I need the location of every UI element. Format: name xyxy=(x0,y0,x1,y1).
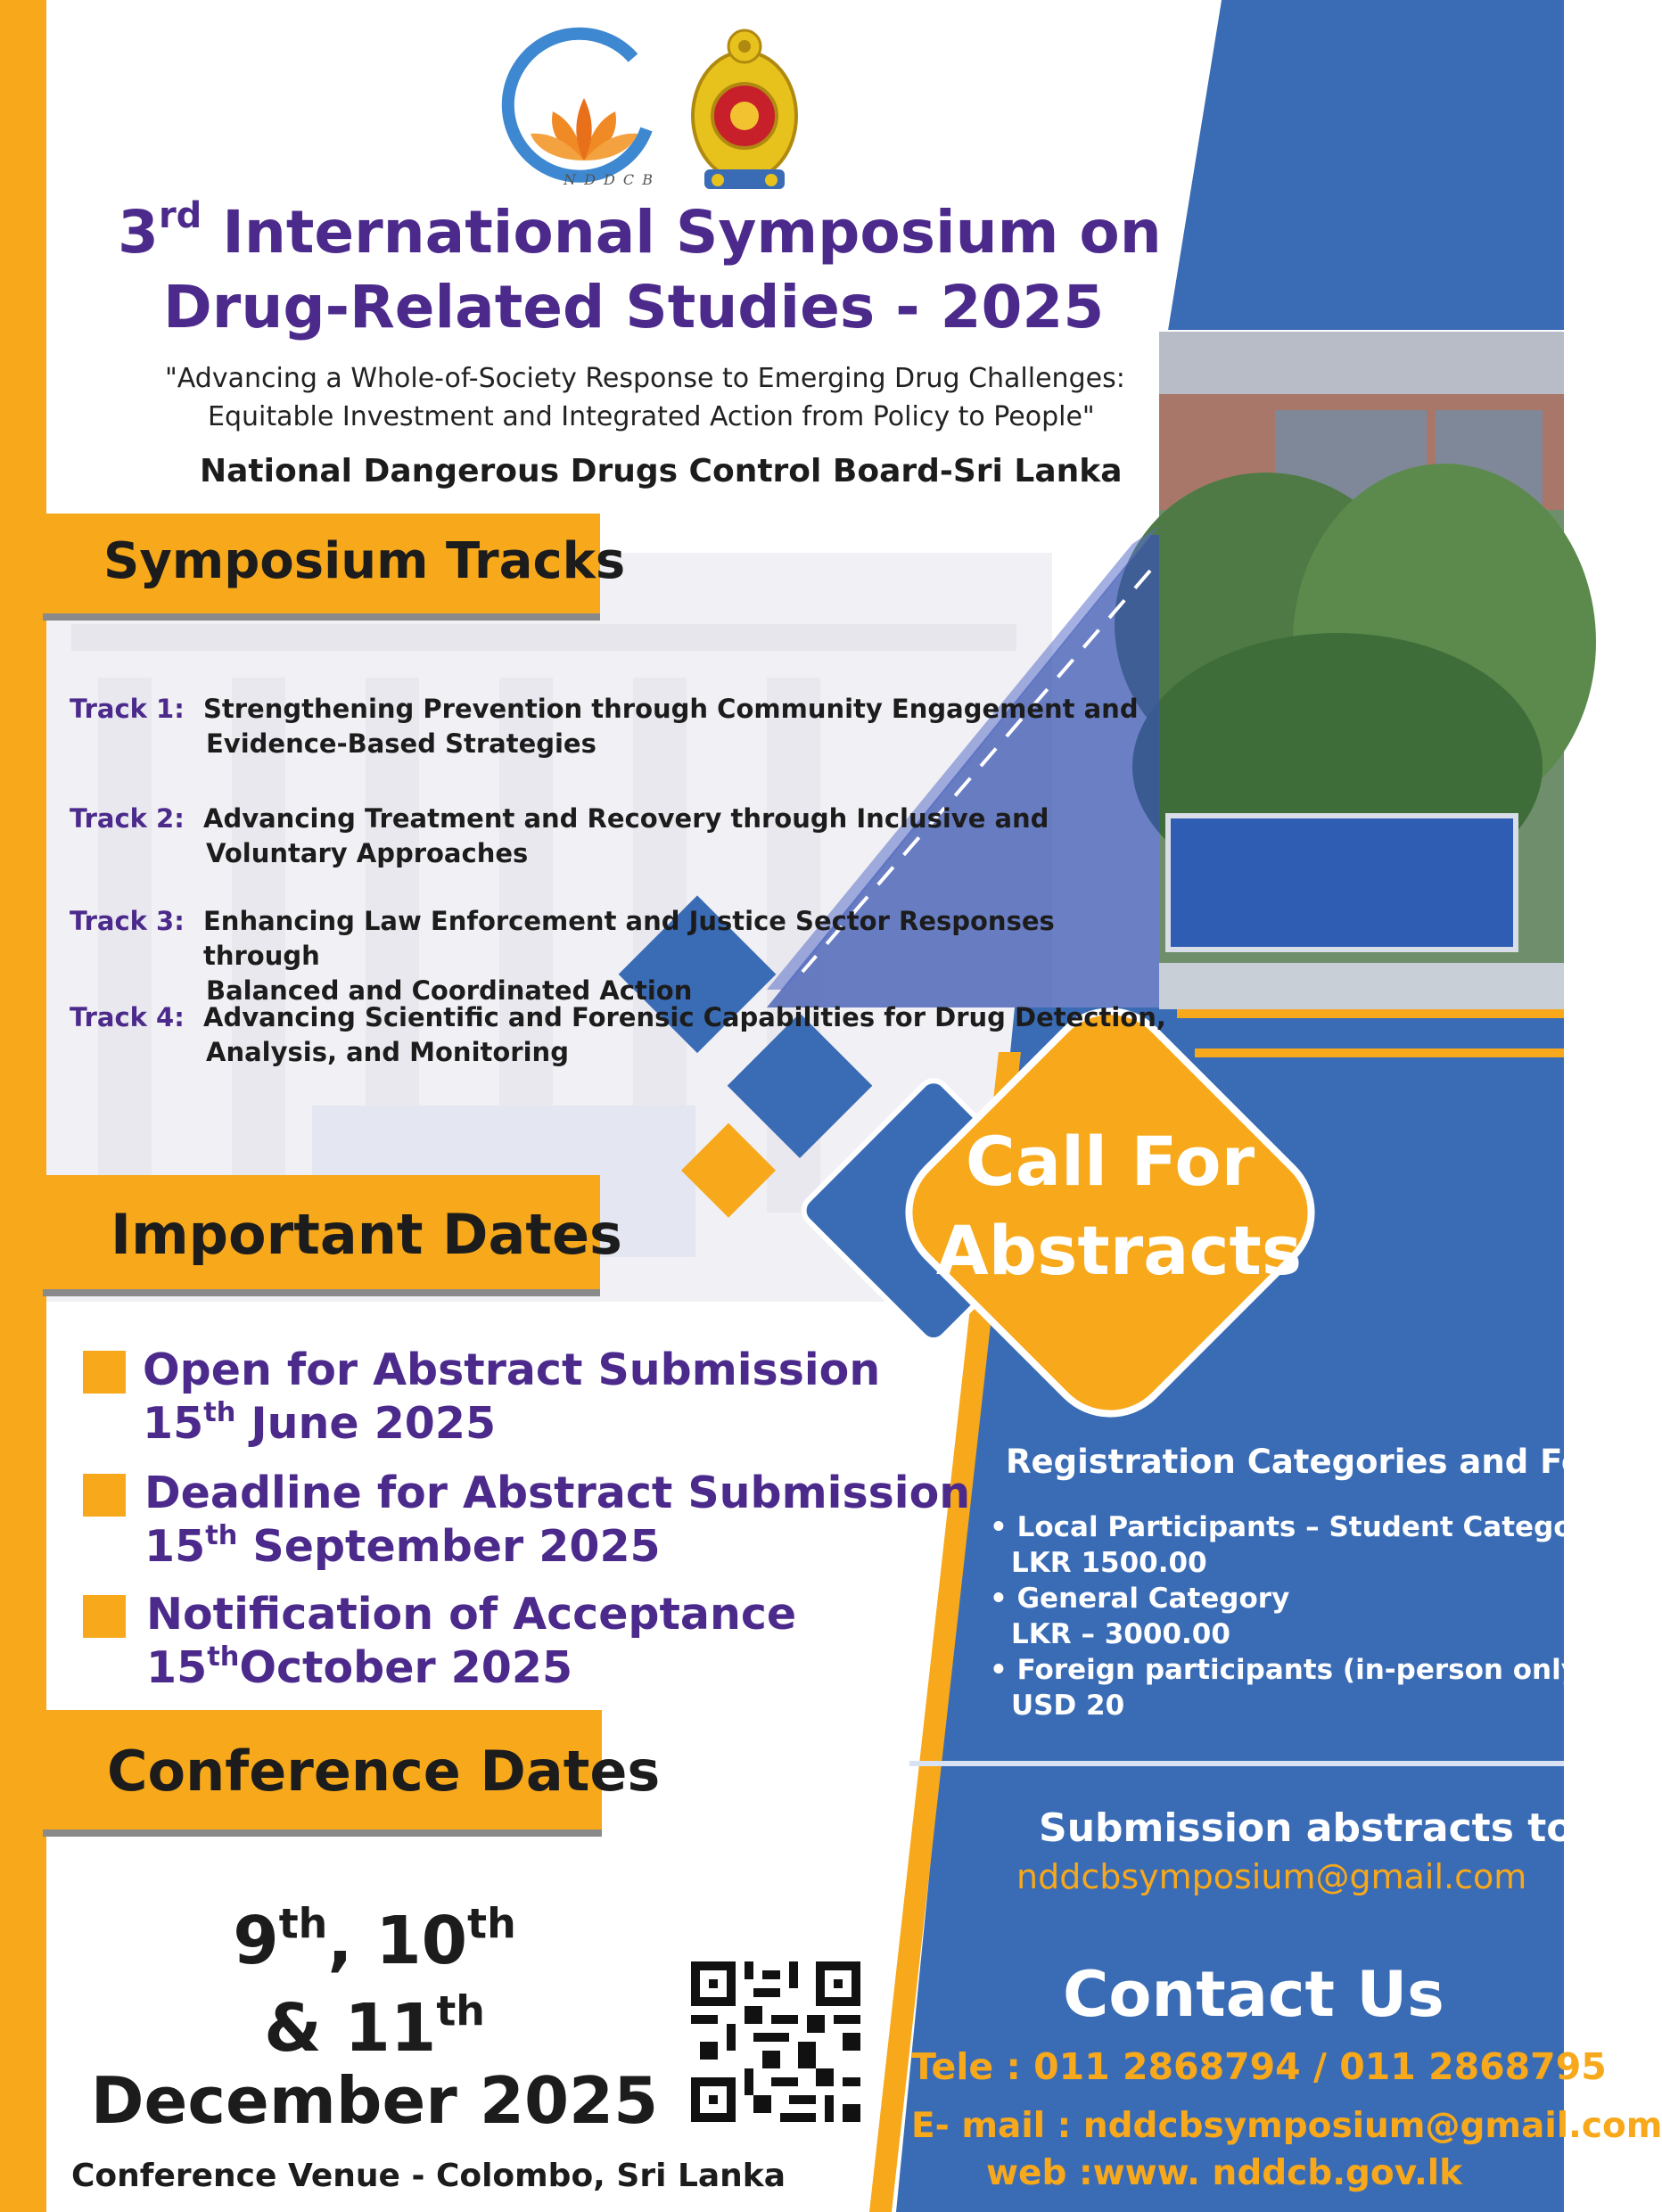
call-for-line-2: Abstracts xyxy=(935,1211,1303,1290)
important-dates-banner xyxy=(43,1168,622,1302)
registration-category: General Category xyxy=(1016,1583,1290,1615)
track-title-line-2: Voluntary Approaches xyxy=(206,838,529,868)
important-dates-heading: Important Dates xyxy=(111,1202,622,1267)
submission-heading: Submission abstracts to xyxy=(1039,1805,1574,1851)
contact-email-link[interactable]: E- mail : nddcbsymposium@gmail.com xyxy=(911,2106,1662,2146)
contact-telephone[interactable]: Tele : 011 2868794 / 011 2868795 xyxy=(911,2045,1607,2088)
registration-item: • General Category xyxy=(990,1583,1290,1615)
day-2-ordinal: th xyxy=(467,1899,516,1948)
logo-caption: N D D C B xyxy=(564,171,654,188)
track-label: Track 4: xyxy=(70,1002,185,1032)
date-title: Deadline for Abstract Submission xyxy=(144,1468,971,1518)
date-month-year: September 2025 xyxy=(237,1521,661,1572)
track-label: Track 3: xyxy=(70,906,185,936)
day-1-ordinal: th xyxy=(278,1899,328,1948)
date-day: 15 xyxy=(143,1398,204,1449)
bullet-square-icon xyxy=(83,1474,126,1517)
conference-dates-banner xyxy=(43,1703,661,1846)
submission-email-link[interactable]: nddcbsymposium@gmail.com xyxy=(1016,1857,1527,1896)
theme-line-1: "Advancing a Whole-of-Society Response to Emerging Drug Challenges: xyxy=(165,363,1125,394)
sri-lanka-emblem-icon xyxy=(687,27,802,196)
registration-list xyxy=(990,1509,1604,1723)
track-title-line-1: Advancing Treatment and Recovery through Inclusive and xyxy=(203,803,1049,834)
track-title xyxy=(203,1000,1166,1070)
date-month-year: June 2025 xyxy=(235,1398,497,1449)
date-title: Notification of Acceptance xyxy=(146,1589,797,1640)
date-day: 15 xyxy=(146,1642,208,1693)
track-label: Track 2: xyxy=(70,803,185,834)
date-day: 15 xyxy=(144,1521,206,1572)
track-title-line-1: Advancing Scientific and Forensic Capabilities for Drug Detection, xyxy=(203,1002,1166,1032)
conference-month-year: December 2025 xyxy=(90,2063,659,2138)
track-title-line-2: Analysis, and Monitoring xyxy=(206,1037,569,1067)
registration-category: Local Participants – Student Category xyxy=(1016,1511,1605,1543)
theme-line-2: Equitable Investment and Integrated Action from Policy to People" xyxy=(208,401,1095,432)
conference-dates-heading: Conference Dates xyxy=(107,1739,661,1804)
registration-fee: LKR – 3000.00 xyxy=(1011,1618,1230,1650)
date-ordinal: th xyxy=(203,1397,236,1429)
track-title-line-1: Enhancing Law Enforcement and Justice Sector Responses through xyxy=(203,906,1055,971)
title-line-1-text: International Symposium on xyxy=(202,198,1162,267)
registration-item: • Foreign participants (in-person only) xyxy=(990,1654,1592,1686)
day-3-ordinal: th xyxy=(436,1986,485,2035)
track-title xyxy=(203,802,1166,871)
day-separator: , xyxy=(327,1903,376,1979)
registration-fee: USD 20 xyxy=(1011,1690,1125,1722)
title-ordinal: rd xyxy=(158,195,202,236)
title-line-1 xyxy=(118,195,1162,267)
day-1: 9 xyxy=(233,1903,279,1979)
bullet-square-icon xyxy=(83,1595,126,1638)
ampersand: & xyxy=(264,1990,345,2067)
conference-days-line-2 xyxy=(0,1986,749,2067)
registration-item: • Local Participants – Student Category xyxy=(990,1511,1605,1543)
date-month-year: October 2025 xyxy=(239,1642,573,1693)
qr-code-icon[interactable] xyxy=(691,1961,860,2122)
track-title-line-1: Strengthening Prevention through Community Engagement and xyxy=(203,694,1139,724)
contact-heading: Contact Us xyxy=(1063,1958,1444,2031)
call-for-line-1: Call For xyxy=(965,1122,1255,1201)
bullet-square-icon xyxy=(83,1351,126,1394)
organizer-name: National Dangerous Drugs Control Board-Sri Lanka xyxy=(200,453,1123,489)
track-title-line-2: Evidence-Based Strategies xyxy=(206,728,597,759)
track-title xyxy=(203,904,1166,1008)
track-title xyxy=(203,692,1166,761)
track-label: Track 1: xyxy=(70,694,185,724)
date-ordinal: th xyxy=(207,1641,240,1673)
registration-heading: Registration Categories and Fees xyxy=(1006,1443,1626,1481)
registration-fee: LKR 1500.00 xyxy=(1011,1547,1207,1579)
conference-venue: Conference Venue - Colombo, Sri Lanka xyxy=(71,2158,786,2194)
tracks-heading: Symposium Tracks xyxy=(103,532,626,590)
date-value xyxy=(144,1520,661,1572)
date-value xyxy=(143,1397,497,1449)
title-number: 3 xyxy=(118,198,159,267)
contact-website-link[interactable]: web :www. nddcb.gov.lk xyxy=(986,2153,1463,2193)
title-line-2: Drug-Related Studies - 2025 xyxy=(163,273,1105,341)
left-orange-bar xyxy=(0,0,46,2212)
conference-days-line-1 xyxy=(0,1899,749,1979)
date-value xyxy=(146,1641,573,1693)
day-2: 10 xyxy=(375,1903,468,1979)
day-3: 11 xyxy=(344,1990,437,2067)
date-title: Open for Abstract Submission xyxy=(143,1344,881,1395)
track-title-line-2: Balanced and Coordinated Action xyxy=(206,975,693,1006)
tracks-heading-banner xyxy=(43,506,626,622)
date-ordinal: th xyxy=(205,1520,238,1552)
registration-category: Foreign participants (in-person only) xyxy=(1016,1654,1592,1686)
